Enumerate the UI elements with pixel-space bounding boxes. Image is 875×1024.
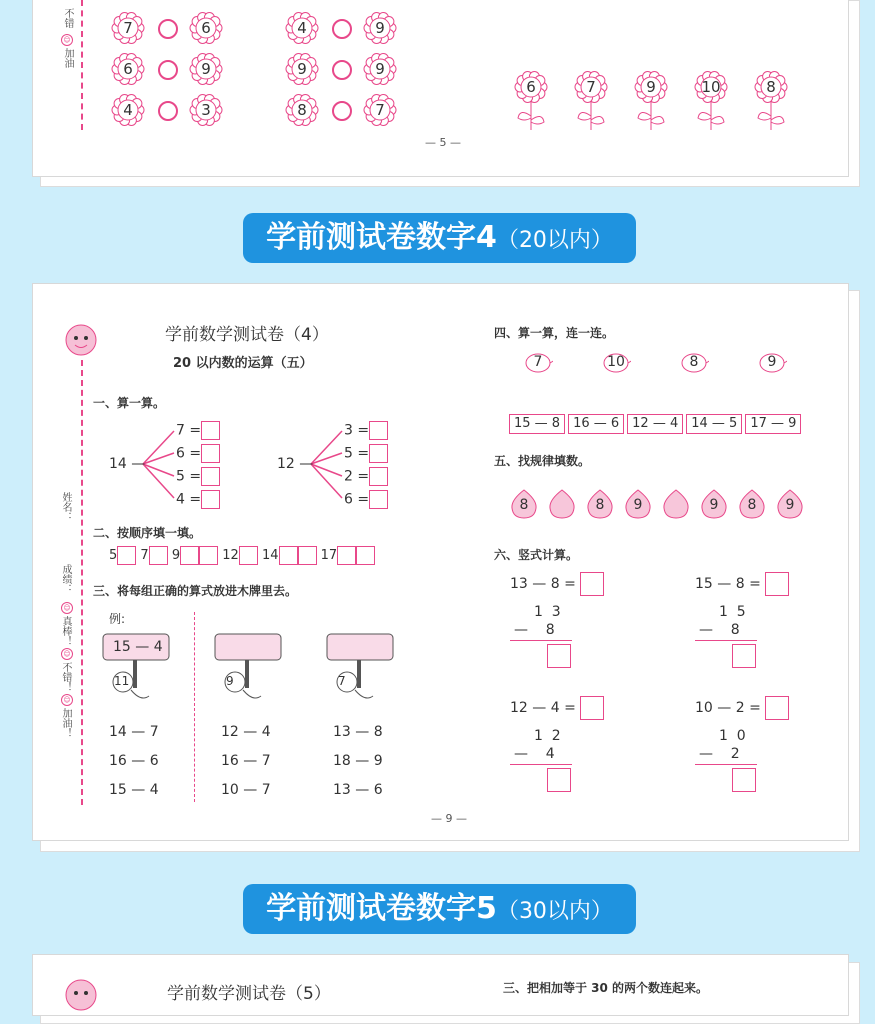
flower-stem-icon (636, 102, 666, 136)
pattern-drop (585, 486, 615, 520)
flower-value: 9 (297, 60, 307, 78)
flower-value: 4 (123, 101, 133, 119)
flower-number (574, 70, 608, 104)
flower-number (189, 93, 223, 127)
flower-value: 9 (375, 19, 385, 37)
tree-2-root: 12 — (277, 456, 314, 472)
flower-value: 6 (123, 60, 133, 78)
answer-box[interactable] (369, 421, 388, 440)
mascot-icon (61, 975, 101, 1019)
flower-number (111, 93, 145, 127)
flower-number (363, 93, 397, 127)
answer-box[interactable] (580, 696, 604, 720)
flower-value: 3 (201, 101, 211, 119)
flower-number (634, 70, 668, 104)
expr: 18 — 9 (333, 753, 383, 769)
seq-blank[interactable] (298, 546, 317, 565)
side-labels (59, 8, 75, 72)
balloon-value: 8 (689, 354, 699, 370)
pattern-drop (737, 486, 767, 520)
vertical-calc (695, 572, 789, 668)
flower-stem-icon (516, 102, 546, 136)
section-3-heading: 三、把相加等于 30 的两个数连起来。 (503, 981, 709, 995)
wooden-sign[interactable] (101, 630, 173, 710)
balloon-number[interactable] (523, 346, 553, 380)
example-label: 例: (109, 612, 126, 626)
expr: 16 — 6 (109, 753, 159, 769)
tree-branch (344, 421, 388, 440)
compare-circle[interactable] (332, 60, 352, 80)
calc-eq (510, 696, 604, 720)
flower-value: 8 (297, 101, 307, 119)
sign-number: 11 (114, 674, 130, 688)
branch-expr: 5 = (344, 445, 370, 462)
flower-value: 9 (375, 60, 385, 78)
banner-test-5 (243, 884, 636, 934)
vertical-calc (695, 696, 789, 792)
seq-blank[interactable] (180, 546, 199, 565)
section-5-heading: 五、找规律填数。 (494, 454, 591, 468)
answer-box[interactable] (201, 467, 220, 486)
balloon-value: 7 (533, 354, 543, 370)
seq-blank[interactable] (337, 546, 356, 565)
branch-expr: 6 = (176, 445, 202, 462)
fold-line (81, 0, 83, 130)
answer-box[interactable] (369, 467, 388, 486)
section-1-heading: 一、算一算。 (93, 396, 166, 410)
answer-box[interactable] (201, 421, 220, 440)
chip-row (509, 412, 804, 434)
calc-eq-text: 10 — 2 = (695, 700, 761, 716)
flower-value: 7 (586, 78, 596, 96)
expr: 13 — 6 (333, 782, 383, 798)
pattern-drop (509, 486, 539, 520)
expr-chip[interactable]: 12 — 4 (627, 414, 683, 434)
calc-top: 1 3 (534, 604, 561, 620)
smile-icon: ☺ (61, 648, 73, 660)
flower-number (111, 11, 145, 45)
vertical-calc (510, 572, 604, 668)
expr: 16 — 7 (221, 753, 271, 769)
flower-number (514, 70, 548, 104)
calc-answer-box[interactable] (732, 768, 756, 792)
flower-value: 6 (201, 19, 211, 37)
calc-eq-text: 15 — 8 = (695, 576, 761, 592)
calc-eq (695, 572, 789, 596)
wooden-sign[interactable] (213, 630, 285, 710)
expr: 13 — 8 (333, 724, 383, 740)
branch-expr: 5 = (176, 468, 202, 485)
flower-value: 10 (701, 78, 721, 96)
compare-circle[interactable] (332, 19, 352, 39)
balloon-number[interactable] (679, 346, 709, 380)
wooden-sign[interactable] (325, 630, 397, 710)
expr-col-2 (221, 718, 271, 805)
page-5 (33, 0, 848, 176)
pattern-value: 9 (633, 497, 643, 513)
tree-branch (344, 444, 388, 463)
seq-num: 14 (261, 548, 279, 563)
side-text: 加油！ (60, 708, 71, 738)
banner-test-4 (243, 213, 636, 263)
calc-line (695, 764, 757, 765)
score-label: 成绩： (60, 564, 71, 594)
pattern-value: 9 (709, 497, 719, 513)
banner-suffix: （20以内） (496, 228, 613, 253)
compare-circle[interactable] (332, 101, 352, 121)
seq-num: 12 (222, 548, 239, 563)
seq-num: 9 (171, 548, 181, 563)
tree-branch (176, 444, 220, 463)
calc-eq (510, 572, 604, 596)
flower-stem-icon (756, 102, 786, 136)
flower-number (285, 93, 319, 127)
flower-value: 9 (646, 78, 656, 96)
tree-branch (344, 467, 388, 486)
sign-expr: 15 — 4 (113, 639, 163, 655)
branch-expr: 6 = (344, 491, 370, 508)
calc-eq-text: 13 — 8 = (510, 576, 576, 592)
pattern-drop (699, 486, 729, 520)
banner-suffix: （30以内） (496, 899, 613, 924)
calc-mid: — 8 (514, 622, 555, 638)
compare-circle[interactable] (158, 19, 178, 39)
mascot-icon (61, 320, 101, 364)
expr: 10 — 7 (221, 782, 271, 798)
side-text: 加油 (62, 48, 73, 68)
pattern-value: 9 (785, 497, 795, 513)
flower-number (285, 11, 319, 45)
expr-chip[interactable]: 16 — 6 (568, 414, 624, 434)
flower-stem-icon (576, 102, 606, 136)
tree-1-root: 14 — (109, 456, 146, 472)
test-title: 学前数学测试卷（5） (167, 984, 331, 1004)
answer-box[interactable] (369, 444, 388, 463)
flower-number (189, 11, 223, 45)
compare-circle[interactable] (158, 101, 178, 121)
expr-chip[interactable]: 17 — 9 (745, 414, 801, 434)
calc-top: 1 5 (719, 604, 746, 620)
flower-number (363, 11, 397, 45)
tree-branch (176, 490, 220, 509)
answer-box[interactable] (580, 572, 604, 596)
answer-box[interactable] (201, 444, 220, 463)
pattern-drop[interactable] (547, 486, 577, 520)
side-text: 真棒！ (60, 616, 71, 646)
balloon-value: 10 (607, 354, 625, 370)
branch-expr: 3 = (344, 422, 370, 439)
name-label: 姓名： (60, 492, 71, 522)
calc-line (510, 764, 572, 765)
banner-title: 学前测试卷数字5 (266, 891, 497, 926)
sign-number: 9 (226, 674, 234, 688)
answer-box[interactable] (765, 696, 789, 720)
answer-box[interactable] (201, 490, 220, 509)
flower-number (111, 52, 145, 86)
balloon-number[interactable] (601, 346, 631, 380)
tree-branch (176, 467, 220, 486)
section-4-heading: 四、算一算，连一连。 (494, 326, 615, 340)
calc-line (695, 640, 757, 641)
branch-expr: 2 = (344, 468, 370, 485)
fold-line (81, 360, 83, 805)
banner-title: 学前测试卷数字4 (266, 220, 497, 255)
smile-icon: ☺ (61, 694, 73, 706)
flower-number (363, 52, 397, 86)
expr: 12 — 4 (221, 724, 271, 740)
vertical-calc (510, 696, 604, 792)
pattern-value: 8 (747, 497, 757, 513)
flower-value: 7 (375, 101, 385, 119)
calc-mid: — 4 (514, 746, 555, 762)
test-subtitle: 20 以内数的运算（五） (173, 356, 313, 371)
side-text: 不错 (62, 8, 73, 28)
calc-line (510, 640, 572, 641)
expr: 14 — 7 (109, 724, 159, 740)
section-3-heading: 三、将每组正确的算式放进木牌里去。 (93, 584, 298, 598)
side-text: 不错！ (60, 662, 71, 692)
tree-branch (344, 490, 388, 509)
expr-col-3 (333, 718, 383, 805)
balloon-number[interactable] (757, 346, 787, 380)
flower-value: 6 (526, 78, 536, 96)
smile-icon: ☺ (61, 602, 73, 614)
branch-expr: 4 = (176, 491, 202, 508)
pattern-value: 8 (519, 497, 529, 513)
calc-answer-box[interactable] (547, 644, 571, 668)
expr-col-1 (109, 718, 159, 805)
calc-eq (695, 696, 789, 720)
flower-number (285, 52, 319, 86)
seq-blank[interactable] (117, 546, 136, 565)
answer-box[interactable] (369, 490, 388, 509)
seq-num: 17 (320, 548, 338, 563)
flower-value: 8 (766, 78, 776, 96)
flower-number (189, 52, 223, 86)
expr-chip[interactable]: 15 — 8 (509, 414, 565, 434)
sign-number: 7 (338, 674, 346, 688)
calc-answer-box[interactable] (547, 768, 571, 792)
flower-value: 4 (297, 19, 307, 37)
branch-expr: 7 = (176, 422, 202, 439)
expr: 15 — 4 (109, 782, 159, 798)
pattern-drop[interactable] (661, 486, 691, 520)
flower-number (694, 70, 728, 104)
page-number: — 5 — (425, 136, 461, 149)
seq-blank[interactable] (239, 546, 258, 565)
page-test-5 (33, 955, 848, 1015)
section-2-heading: 二、按顺序填一填。 (93, 526, 202, 540)
sequence-row (109, 546, 375, 565)
example-divider (194, 612, 195, 802)
seq-blank[interactable] (199, 546, 218, 565)
section-6-heading: 六、竖式计算。 (494, 548, 579, 562)
calc-mid: — 8 (699, 622, 740, 638)
calc-top: 1 0 (719, 728, 746, 744)
calc-top: 1 2 (534, 728, 561, 744)
seq-blank[interactable] (149, 546, 168, 565)
pattern-drop (775, 486, 805, 520)
balloon-value: 9 (767, 354, 777, 370)
answer-box[interactable] (765, 572, 789, 596)
flower-value: 7 (123, 19, 133, 37)
page-number: — 9 — (431, 812, 467, 825)
smile-icon: ☺ (61, 34, 73, 46)
page-9 (33, 284, 848, 840)
calc-mid: — 2 (699, 746, 740, 762)
tree-branch (176, 421, 220, 440)
flower-number (754, 70, 788, 104)
side-labels (59, 486, 75, 738)
pattern-value: 8 (595, 497, 605, 513)
compare-circle[interactable] (158, 60, 178, 80)
flower-value: 9 (201, 60, 211, 78)
expr-chip[interactable]: 14 — 5 (686, 414, 742, 434)
seq-blank[interactable] (279, 546, 298, 565)
pattern-drop (623, 486, 653, 520)
calc-eq-text: 12 — 4 = (510, 700, 576, 716)
test-title: 学前数学测试卷（4） (165, 325, 329, 345)
seq-num: 7 (140, 548, 149, 563)
flower-stem-icon (696, 102, 726, 136)
seq-num: 5 (109, 548, 118, 563)
calc-answer-box[interactable] (732, 644, 756, 668)
seq-blank[interactable] (356, 546, 375, 565)
